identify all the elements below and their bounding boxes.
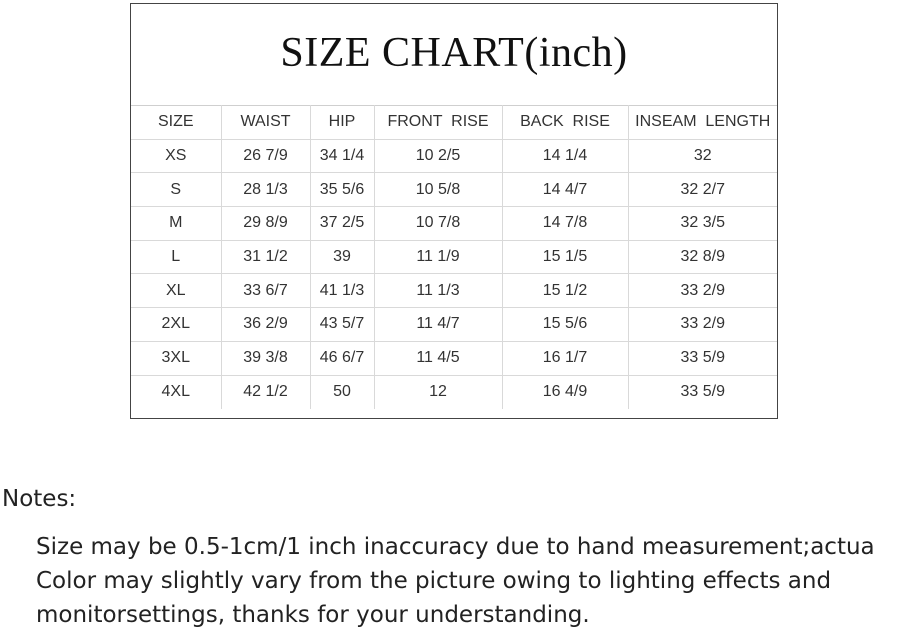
note-line: Size may be 0.5-1cm/1 inch inaccuracy due to hand measurement;actua	[36, 534, 875, 560]
table-cell: 15 1/5	[502, 240, 628, 274]
table-cell: 14 4/7	[502, 173, 628, 207]
table-cell: 32 3/5	[628, 207, 777, 241]
table-cell: 33 2/9	[628, 274, 777, 308]
table-row	[131, 274, 777, 308]
size-chart	[130, 3, 778, 419]
table-cell: XS	[131, 139, 221, 173]
table-cell: 32 2/7	[628, 173, 777, 207]
table-row	[131, 240, 777, 274]
table-cell: 35 5/6	[310, 173, 374, 207]
table-cell: 11 1/3	[374, 274, 502, 308]
table-cell: 15 5/6	[502, 308, 628, 342]
notes-body	[36, 530, 900, 632]
column-header: INSEAM LENGTH	[628, 106, 777, 140]
size-table	[131, 105, 777, 409]
table-row	[131, 139, 777, 173]
table-cell: 10 7/8	[374, 207, 502, 241]
table-cell: 33 5/9	[628, 341, 777, 375]
table-cell: 28 1/3	[221, 173, 310, 207]
table-cell: 11 1/9	[374, 240, 502, 274]
notes-heading: Notes:	[2, 486, 77, 512]
table-row	[131, 173, 777, 207]
table-cell: 3XL	[131, 341, 221, 375]
column-header: FRONT RISE	[374, 106, 502, 140]
column-header: BACK RISE	[502, 106, 628, 140]
table-cell: L	[131, 240, 221, 274]
table-cell: 32	[628, 139, 777, 173]
table-row	[131, 375, 777, 409]
table-row	[131, 308, 777, 342]
table-cell: 43 5/7	[310, 308, 374, 342]
table-cell: 2XL	[131, 308, 221, 342]
table-cell: 11 4/7	[374, 308, 502, 342]
table-cell: 11 4/5	[374, 341, 502, 375]
table-cell: 4XL	[131, 375, 221, 409]
table-cell: 10 2/5	[374, 139, 502, 173]
table-row	[131, 207, 777, 241]
table-cell: S	[131, 173, 221, 207]
table-cell: 32 8/9	[628, 240, 777, 274]
table-cell: 34 1/4	[310, 139, 374, 173]
notes-section	[0, 484, 900, 632]
table-cell: 31 1/2	[221, 240, 310, 274]
table-cell: XL	[131, 274, 221, 308]
table-cell: 42 1/2	[221, 375, 310, 409]
table-cell: 46 6/7	[310, 341, 374, 375]
table-cell: 39	[310, 240, 374, 274]
note-line: monitorsettings, thanks for your understanding.	[36, 602, 590, 628]
note-line: Color may slightly vary from the picture owing to lighting effects and	[36, 568, 832, 594]
table-cell: 15 1/2	[502, 274, 628, 308]
table-row	[131, 341, 777, 375]
table-cell: 39 3/8	[221, 341, 310, 375]
column-header: WAIST	[221, 106, 310, 140]
chart-title: SIZE CHART(inch)	[280, 30, 628, 76]
table-cell: 26 7/9	[221, 139, 310, 173]
table-header-row	[131, 106, 777, 140]
table-cell: 10 5/8	[374, 173, 502, 207]
column-header: SIZE	[131, 106, 221, 140]
table-cell: 37 2/5	[310, 207, 374, 241]
table-cell: 41 1/3	[310, 274, 374, 308]
column-header: HIP	[310, 106, 374, 140]
table-cell: 50	[310, 375, 374, 409]
table-cell: 33 5/9	[628, 375, 777, 409]
table-cell: 36 2/9	[221, 308, 310, 342]
table-cell: 16 4/9	[502, 375, 628, 409]
table-cell: 14 7/8	[502, 207, 628, 241]
table-cell: 29 8/9	[221, 207, 310, 241]
table-cell: 16 1/7	[502, 341, 628, 375]
table-cell: 33 2/9	[628, 308, 777, 342]
table-cell: 33 6/7	[221, 274, 310, 308]
table-cell: M	[131, 207, 221, 241]
table-cell: 14 1/4	[502, 139, 628, 173]
table-cell: 12	[374, 375, 502, 409]
